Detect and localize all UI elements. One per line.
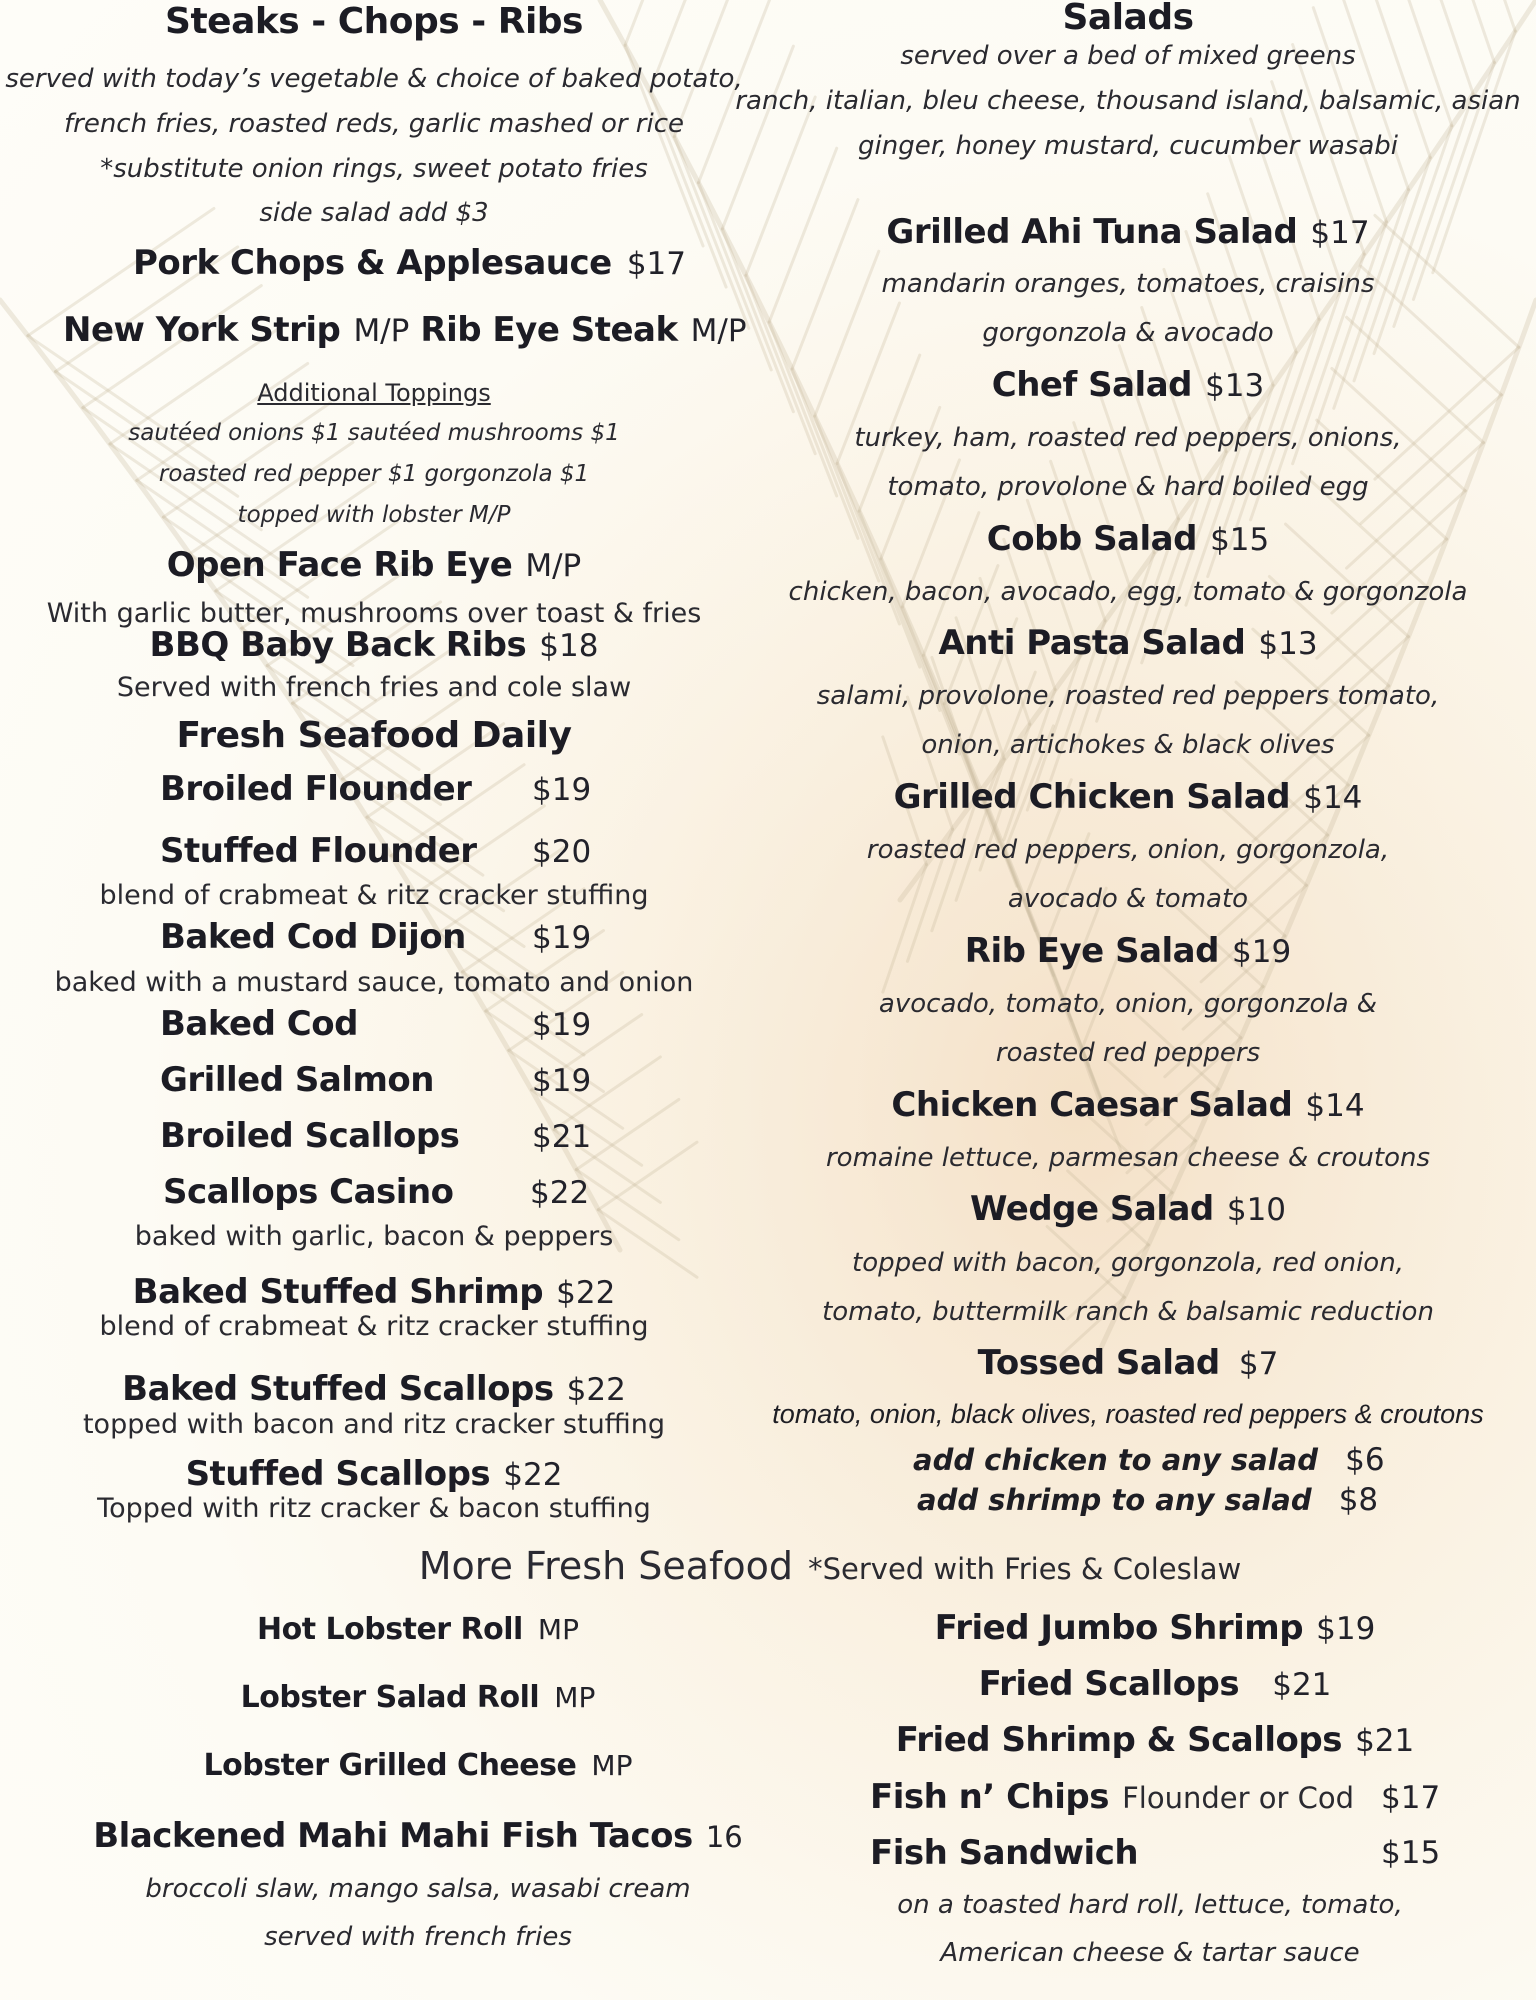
salad-addon (917, 1482, 1379, 1518)
item-price: $19 (532, 772, 592, 808)
seafood-section-title: Fresh Seafood Daily (176, 715, 572, 756)
item-description: With garlic butter, mushrooms over toast & fries (46, 598, 702, 629)
item-price: $17 (1381, 1780, 1441, 1816)
item-name: Wedge Salad (969, 1189, 1214, 1229)
item-price: M/P (525, 548, 582, 584)
item-name: Broiled Flounder (160, 769, 472, 809)
menu-item-fish-n-chips (870, 1777, 1355, 1817)
salad-item (991, 365, 1265, 405)
salads-intro-line: ginger, honey mustard, cucumber wasabi (858, 131, 1398, 161)
item-price: $7 (1238, 1346, 1279, 1382)
salad-item (977, 1343, 1279, 1383)
item-name: Fish Sandwich (870, 1833, 1139, 1873)
item-note: Flounder or Cod (1122, 1781, 1355, 1815)
item-name: Fried Jumbo Shrimp (934, 1608, 1304, 1648)
item-name: BBQ Baby Back Ribs (149, 625, 527, 665)
item-name: Grilled Chicken Salad (893, 777, 1291, 817)
item-price: $14 (1305, 1088, 1365, 1124)
item-name: Grilled Salmon (160, 1060, 434, 1100)
item-name: Baked Stuffed Scallops (122, 1369, 554, 1409)
item-price: $18 (539, 628, 599, 664)
item-name: Anti Pasta Salad (938, 623, 1246, 663)
item-price: MP (591, 1749, 633, 1782)
item-name: Rib Eye Steak (420, 310, 678, 350)
item-description: tomato, buttermilk ranch & balsamic reduction (822, 1297, 1434, 1327)
item-description: roasted red peppers, onion, gorgonzola, (866, 835, 1390, 865)
item-name: Rib Eye Salad (964, 931, 1219, 971)
item-name: Baked Cod (160, 1004, 358, 1044)
toppings-line: topped with lobster M/P (237, 502, 511, 528)
menu-item-ny-strip (63, 310, 747, 350)
menu-item-lobster-salad-roll (240, 1680, 596, 1715)
item-name: Scallops Casino (163, 1172, 454, 1212)
item-price: $10 (1226, 1192, 1287, 1228)
item-description: roasted red peppers (995, 1038, 1261, 1068)
salad-item (893, 777, 1363, 817)
steaks-intro-line: served with today’s vegetable & choice of baked potato, (5, 64, 743, 94)
salad-item (886, 212, 1370, 252)
menu-item-pork-chops (133, 243, 686, 283)
item-description: Served with french fries and cole slaw (116, 672, 632, 703)
item-price: M/P (690, 313, 747, 349)
item-description: romaine lettuce, parmesan cheese & croutons (825, 1143, 1431, 1173)
steaks-intro-line: side salad add $3 (259, 198, 489, 228)
item-price: $19 (1232, 934, 1292, 970)
item-name: Grilled Ahi Tuna Salad (886, 212, 1298, 252)
item-price: $15 (1381, 1835, 1441, 1871)
item-description: tomato, provolone & hard boiled egg (887, 472, 1369, 502)
item-description: mandarin oranges, tomatoes, craisins (881, 269, 1375, 299)
toppings-title: Additional Toppings (257, 379, 491, 407)
item-name: New York Strip (63, 310, 341, 350)
item-name: Fried Shrimp & Scallops (895, 1720, 1342, 1760)
salad-item (938, 623, 1318, 663)
steaks-section-title: Steaks - Chops - Ribs (165, 1, 583, 42)
item-price: $22 (503, 1457, 563, 1493)
item-name: Chicken Caesar Salad (891, 1085, 1293, 1125)
item-price: $22 (556, 1275, 616, 1311)
item-price: $19 (532, 1007, 592, 1043)
item-name: Cobb Salad (986, 519, 1197, 559)
item-description: broccoli slaw, mango salsa, wasabi cream (145, 1874, 691, 1904)
item-name: Blackened Mahi Mahi Fish Tacos (93, 1816, 693, 1856)
menu-item-fried-scallops (978, 1664, 1332, 1704)
item-description: baked with a mustard sauce, tomato and onion (54, 967, 694, 998)
salad-addon (913, 1442, 1385, 1478)
item-name: Open Face Rib Eye (166, 545, 513, 585)
item-price: $21 (1272, 1667, 1332, 1703)
item-description: blend of crabmeat & ritz cracker stuffing (99, 880, 649, 911)
item-price: $17 (1310, 215, 1370, 251)
item-description: topped with bacon and ritz cracker stuffing (82, 1409, 666, 1440)
item-name: Baked Stuffed Shrimp (132, 1272, 544, 1312)
menu-item-bbq-ribs (149, 625, 599, 665)
salad-item (964, 931, 1292, 971)
item-description: Topped with ritz cracker & bacon stuffing (97, 1493, 651, 1524)
item-price: $21 (1355, 1723, 1415, 1759)
steaks-intro-line: *substitute onion rings, sweet potato fries (100, 154, 648, 184)
salads-section-title: Salads (1062, 0, 1194, 38)
item-price: M/P (353, 313, 410, 349)
item-name: Tossed Salad (977, 1343, 1220, 1383)
item-price: $15 (1210, 522, 1270, 558)
item-description: baked with garlic, bacon & peppers (134, 1221, 614, 1252)
item-price: $13 (1258, 626, 1318, 662)
item-price: $19 (532, 920, 592, 956)
item-price: $19 (532, 1063, 592, 1099)
salads-intro-line: ranch, italian, bleu cheese, thousand island, balsamic, asian (735, 86, 1521, 116)
steaks-intro-line: french fries, roasted reds, garlic mashed or rice (63, 109, 685, 139)
menu-item-fried-shrimp-scallops (895, 1720, 1415, 1760)
addon-price: $8 (1338, 1482, 1379, 1518)
item-name: Lobster Grilled Cheese (203, 1748, 577, 1783)
item-name: Fried Scallops (978, 1664, 1240, 1704)
item-description: avocado, tomato, onion, gorgonzola & (878, 989, 1378, 1019)
item-name: Lobster Salad Roll (240, 1680, 540, 1715)
addon-price: $6 (1345, 1442, 1385, 1478)
item-description: blend of crabmeat & ritz cracker stuffing (99, 1311, 649, 1342)
item-name: Stuffed Scallops (185, 1454, 491, 1494)
toppings-line: roasted red pepper $1 gorgonzola $1 (158, 461, 590, 487)
item-price: $22 (530, 1175, 590, 1211)
item-description: onion, artichokes & black olives (921, 730, 1335, 760)
item-name: Pork Chops & Applesauce (133, 243, 612, 283)
addon-label: add chicken to any salad (913, 1443, 1319, 1477)
item-description: topped with bacon, gorgonzola, red onion, (852, 1248, 1404, 1278)
addon-label: add shrimp to any salad (917, 1483, 1312, 1517)
item-description: served with french fries (264, 1922, 572, 1952)
item-description: American cheese & tartar sauce (940, 1938, 1360, 1968)
item-description: chicken, bacon, avocado, egg, tomato & gorgonzola (788, 577, 1468, 607)
menu-item-open-face (166, 545, 582, 585)
item-name: Hot Lobster Roll (257, 1612, 523, 1647)
salad-item (986, 519, 1270, 559)
item-name: Broiled Scallops (160, 1116, 460, 1156)
item-name: Chef Salad (991, 365, 1192, 405)
more-seafood-header (418, 1544, 1242, 1588)
salads-intro-line: served over a bed of mixed greens (900, 41, 1356, 71)
item-description: salami, provolone, roasted red peppers tomato, (816, 681, 1440, 711)
item-price: $20 (532, 834, 592, 870)
item-price: 16 (705, 1820, 743, 1854)
item-price: $14 (1303, 780, 1363, 816)
item-description: turkey, ham, roasted red peppers, onions, (854, 423, 1402, 453)
more-seafood-subtitle: *Served with Fries & Coleslaw (808, 1552, 1242, 1586)
item-price: $13 (1205, 368, 1265, 404)
more-seafood-title: More Fresh Seafood (418, 1544, 794, 1588)
item-description: tomato, onion, black olives, roasted red peppers & croutons (772, 1399, 1484, 1429)
menu-item-stuffed-scallops (185, 1454, 563, 1494)
menu-item-fried-jumbo-shrimp (934, 1608, 1376, 1648)
item-price: $22 (566, 1372, 626, 1408)
salad-item (891, 1085, 1365, 1125)
item-price: $17 (626, 246, 686, 282)
salad-item (969, 1189, 1287, 1229)
menu-item-baked-stuffed-shrimp (132, 1272, 616, 1312)
menu-item-lobster-grilled-cheese (203, 1748, 633, 1783)
item-description: avocado & tomato (1007, 884, 1249, 914)
item-price: MP (554, 1681, 596, 1714)
item-description: on a toasted hard roll, lettuce, tomato, (897, 1890, 1403, 1920)
item-description: gorgonzola & avocado (982, 318, 1274, 348)
toppings-line: sautéed onions $1 sautéed mushrooms $1 (128, 420, 620, 446)
menu-item-baked-stuffed-scallops (122, 1369, 626, 1409)
item-price: $19 (1316, 1611, 1376, 1647)
item-price: MP (537, 1613, 579, 1646)
item-price: $21 (532, 1119, 592, 1155)
item-name: Fish n’ Chips (870, 1777, 1110, 1817)
menu-item-mahi-tacos (93, 1816, 743, 1856)
item-name: Stuffed Flounder (160, 831, 477, 871)
menu-item-hot-lobster-roll (257, 1612, 579, 1647)
item-name: Baked Cod Dijon (160, 917, 466, 957)
